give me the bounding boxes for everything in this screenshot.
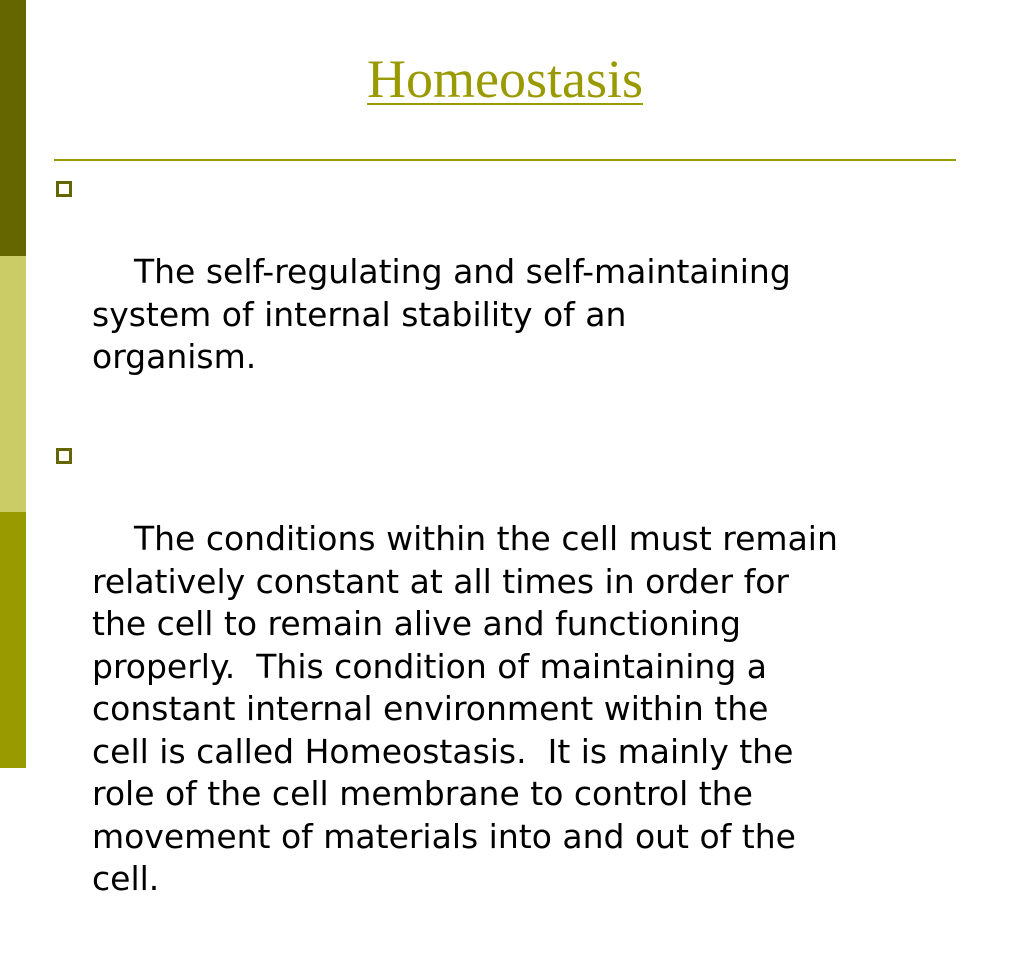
bullet-item [56,433,966,943]
side-bar-segment-middle [0,256,26,512]
side-color-bar [0,0,26,768]
title-divider [54,159,956,161]
bullet-text: The self-regulating and self-maintaining system of internal stability of an organism. [92,252,791,376]
hollow-square-bullet-icon [56,181,72,197]
bullet-text: The conditions within the cell must remain relatively constant at all times in order for the cell to remain alive and functioning properly. This condition of maintaining a constant internal environment within the cell is called Homeostasis. It is mainly the role of the cell membrane to control the movement of materials into and out of the cell. [92,519,838,898]
side-bar-segment-bottom [0,512,26,768]
slide-title: Homeostasis [367,49,643,109]
bullet-list [56,166,966,955]
hollow-square-bullet-icon [56,448,72,464]
bullet-item [56,166,966,421]
side-bar-segment-top [0,0,26,256]
